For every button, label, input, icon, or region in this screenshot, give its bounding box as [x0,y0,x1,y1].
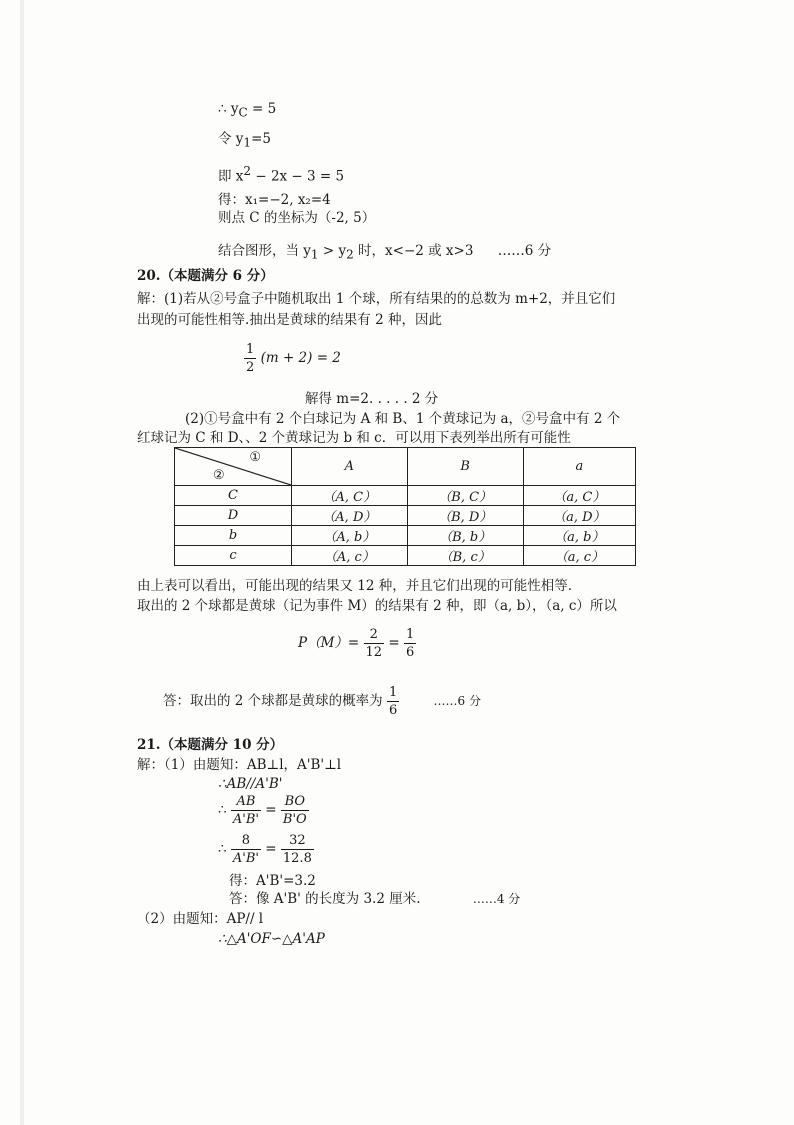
table-cell: （a, C） [523,486,635,506]
table-header-row [175,448,636,486]
table-corner-cell [175,448,292,486]
table-cell: （a, c） [523,546,635,566]
row-header: C [175,486,292,506]
table-cell: （B, b） [407,526,523,546]
corner-label-box2: ② [213,468,225,483]
table-cell: （A, b） [292,526,408,546]
q19-line-equation: 即 $x^2 - 2x - 3 = 5$ [218,164,345,185]
corner-label-box1: ① [249,450,261,465]
fraction-one-half: $\frac{1}{2}$ [246,342,255,375]
table-cell: （B, D） [407,506,523,526]
fraction-2-12: $\frac{2}{12}$ [365,627,383,660]
table-cell: （A, c） [292,546,408,566]
score-mark: ……6 分 [433,694,481,708]
q20-part2-line4: 取出的 2 个球都是黄球（记为事件 M）的结果有 2 种，即（a, b），（a, c）所以 [137,598,617,614]
q20-part1-line2: 出现的可能性相等.抽出是黄球的结果有 2 种，因此 [137,312,442,328]
outcomes-table [174,447,636,566]
fraction-1-6: $\frac{1}{6}$ [405,627,415,660]
q19-line-yc: ∴ $y_C = 5$ [218,101,277,120]
table-cell: （A, D） [292,506,408,526]
q19-line-conclusion: 结合图形，当 $y_1 > y_2$ 时，x<−2 或 x>3 ……6 分 [218,243,552,262]
table-row [175,486,636,506]
q21-part1-line1: 解：（1）由题知：AB⊥l，A'B'⊥l [137,757,342,773]
col-header: B [407,448,523,486]
col-header: a [523,448,635,486]
table-cell: （a, b） [523,526,635,546]
q21-ratio-1: ∴ $\frac{AB}{A'B'}$ = $\frac{BO}{B'O}$ [218,794,307,827]
row-header: b [175,526,292,546]
q21-title: 21.（本题满分 10 分） [137,737,284,753]
q21-ratio-2: ∴ $\frac{8}{A'B'}$ = $\frac{32}{12.8}$ [218,833,312,866]
diagonal-divider [175,448,291,485]
q21-parallel: ∴AB//A'B' [218,776,283,792]
q19-line-point-c: 则点 C 的坐标为（-2, 5） [218,210,376,226]
q20-equation: $\frac{1}{2}$ (m + 2) = 2 [246,342,341,375]
q21-result: 得：A'B'=3.2 [229,873,316,889]
q19-line-let-y1: 令 $y_1=5$ [218,131,271,150]
table-cell: （B, c） [407,546,523,566]
q20-title: 20.（本题满分 6 分） [137,268,274,284]
q20-solve-m: 解得 m=2. . . . . 2 分 [305,391,439,407]
q20-part1-line1: 解：(1)若从②号盒子中随机取出 1 个球，所有结果的的总数为 m+2，并且它们 [137,291,616,307]
table-cell: （A, C） [292,486,408,506]
table-row [175,506,636,526]
row-header: c [175,546,292,566]
row-header: D [175,506,292,526]
q21-similar: ∴△A'OF∽△A'AP [218,931,325,947]
q20-part2-line3: 由上表可以看出，可能出现的结果又 12 种，并且它们出现的可能性相等. [137,578,573,594]
table-row [175,546,636,566]
q19-line-roots: 得：x₁=−2, x₂=4 [218,192,331,208]
fraction-ab: $\frac{AB}{A'B'}$ [232,794,259,827]
score-mark: ……6 分 [497,243,552,259]
scan-edge-shadow [20,0,24,1125]
score-mark: ……4 分 [472,892,521,906]
col-header: A [292,448,408,486]
table-cell: （a, D） [523,506,635,526]
fraction-bo: $\frac{BO}{B'O}$ [282,794,307,827]
fraction-8: $\frac{8}{A'B'}$ [232,833,259,866]
probability-equation: P（M）= $\frac{2}{12}$ = $\frac{1}{6}$ [298,627,415,660]
fraction-32: $\frac{32}{12.8}$ [282,833,312,866]
q20-answer: 答：取出的 2 个球都是黄球的概率为 $\frac{1}{6}$ ……6 分 [163,685,481,718]
q21-answer: 答：像 A'B' 的长度为 3.2 厘米. ……4 分 [229,891,521,907]
q20-part2-line2: 红球记为 C 和 D、、2 个黄球记为 b 和 c．可以用下表列举出所有可能性 [137,430,571,446]
q21-part2-line1: （2）由题知：AP// l [137,911,264,927]
table-cell: （B, C） [407,486,523,506]
q20-part2-line1: (2)①号盒中有 2 个白球记为 A 和 B、1 个黄球记为 a，②号盒中有 2 个 [185,411,621,427]
fraction-answer: $\frac{1}{6}$ [388,685,398,718]
table-row [175,526,636,546]
